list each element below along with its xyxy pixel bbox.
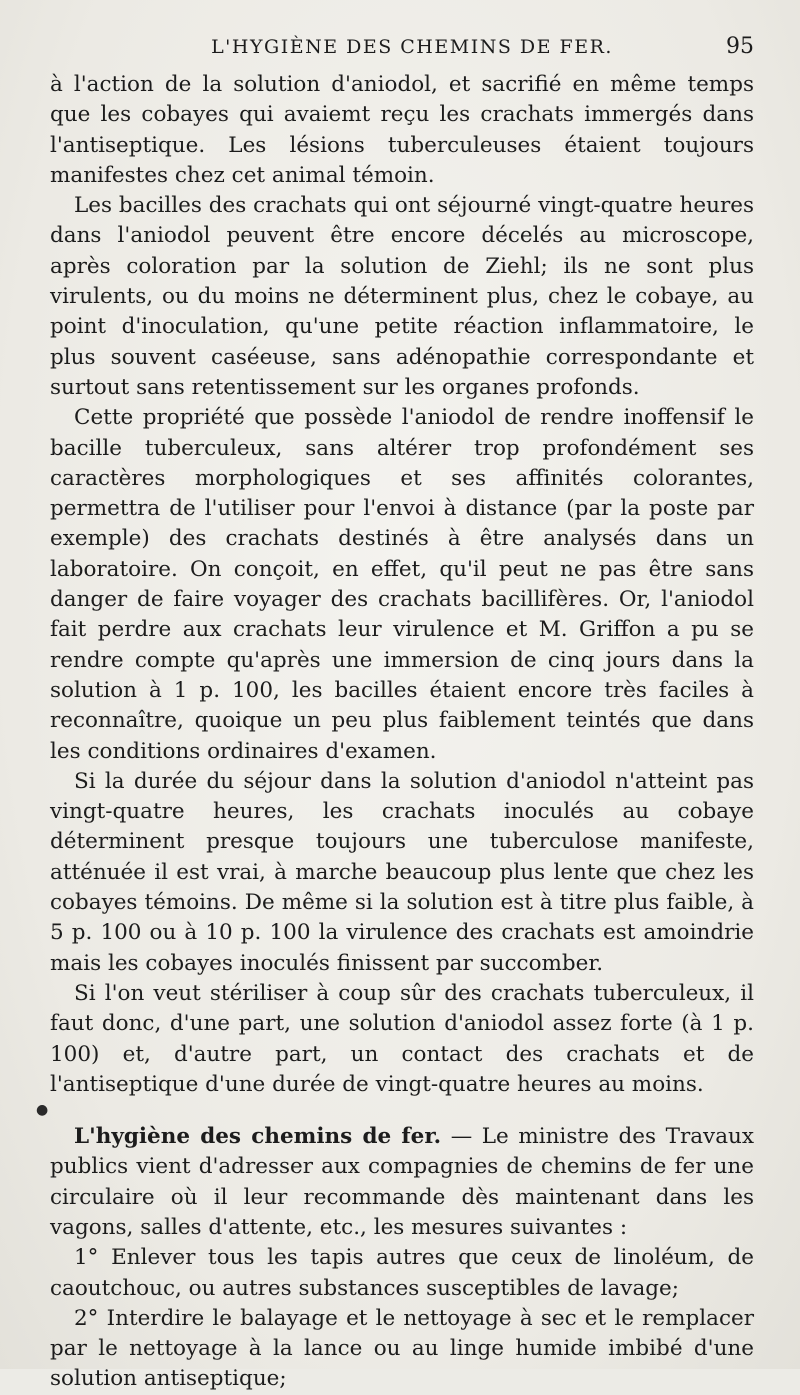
margin-dot-icon: ● xyxy=(36,1102,49,1119)
section-heading: L'hygiène des chemins de fer. xyxy=(74,1124,442,1150)
page-number: 95 xyxy=(726,34,754,59)
list-item: 2° Interdire le balayage et le nettoyage à sec et le remplacer par le nettoyage à la lance ou au linge humide imbibé d'une solution antiseptique; xyxy=(50,1305,754,1392)
body-text xyxy=(36,70,754,1395)
paragraph: Les bacilles des crachats qui ont séjourné vingt-quatre heures dans l'aniodol peuvent être encore décelés au microscope, après coloration par la solution de Ziehl; ils ne sont plus virulents, ou du moins ne déterminent plus, chez le cobaye, au point d'inoculation, qu'une petite réaction inflammatoire, le plus souvent caséeuse, sans adénopathie correspondante et surtout sans retentissement sur les organes profonds. xyxy=(50,193,754,400)
running-title: L'HYGIÈNE DES CHEMINS DE FER. xyxy=(211,36,613,58)
running-header xyxy=(50,30,754,70)
paragraph: Cette propriété que possède l'aniodol de rendre inoffensif le bacille tuberculeux, sans altérer trop profondément ses caractères morphologiques et ses affinités colorantes, permettra de l'utiliser pour l'envoi à distance (par la poste par exemple) des crachats destinés à être analysés dans un laboratoire. On conçoit, en effet, qu'il peut ne pas être sans danger de faire voyager des crachats bacillifères. Or, l'aniodol fait perdre aux crachats leur virulence et M. Griffon a pu se rendre compte qu'après une immersion de cinq jours dans la solution à 1 p. 100, les bacilles étaient encore très faciles à reconnaître, quoique un peu plus faiblement teintés que dans les conditions ordinaires d'examen. xyxy=(50,405,754,764)
section-paragraph xyxy=(50,1122,754,1243)
section-intro: — Le ministre des Travaux publics vient d'adresser aux compagnies de chemins de fer une circulaire où il leur recommande dès maintenant dans les vagons, salles d'attente, etc., les mesures suivantes : xyxy=(50,1124,754,1240)
section-separator xyxy=(36,1100,754,1122)
list-item: 1° Enlever tous les tapis autres que ceux de linoléum, de caoutchouc, ou autres substances susceptibles de lavage; xyxy=(50,1245,754,1301)
paragraph: Si l'on veut stériliser à coup sûr des crachats tuberculeux, il faut donc, d'une part, une solution d'aniodol assez forte (à 1 p. 100) et, d'autre part, un contact des crachats et de l'antiseptique d'une durée de vingt-quatre heures au moins. xyxy=(50,980,754,1097)
paragraph-continued: à l'action de la solution d'aniodol, et sacrifié en même temps que les cobayes qui avaiemt reçu les crachats immergés dans l'antiseptique. Les lésions tuberculeuses étaient toujours manifestes chez cet animal témoin. xyxy=(50,72,754,188)
paragraph: Si la durée du séjour dans la solution d'aniodol n'atteint pas vingt-quatre heures, les crachats inoculés au cobaye déterminent presque toujours une tuberculose manifeste, atténuée il est vrai, à marche beaucoup plus lente que chez les cobayes témoins. De même si la solution est à titre plus faible, à 5 p. 100 ou à 10 p. 100 la virulence des crachats est amoindrie mais les cobayes inoculés finissent par succomber. xyxy=(50,768,754,976)
